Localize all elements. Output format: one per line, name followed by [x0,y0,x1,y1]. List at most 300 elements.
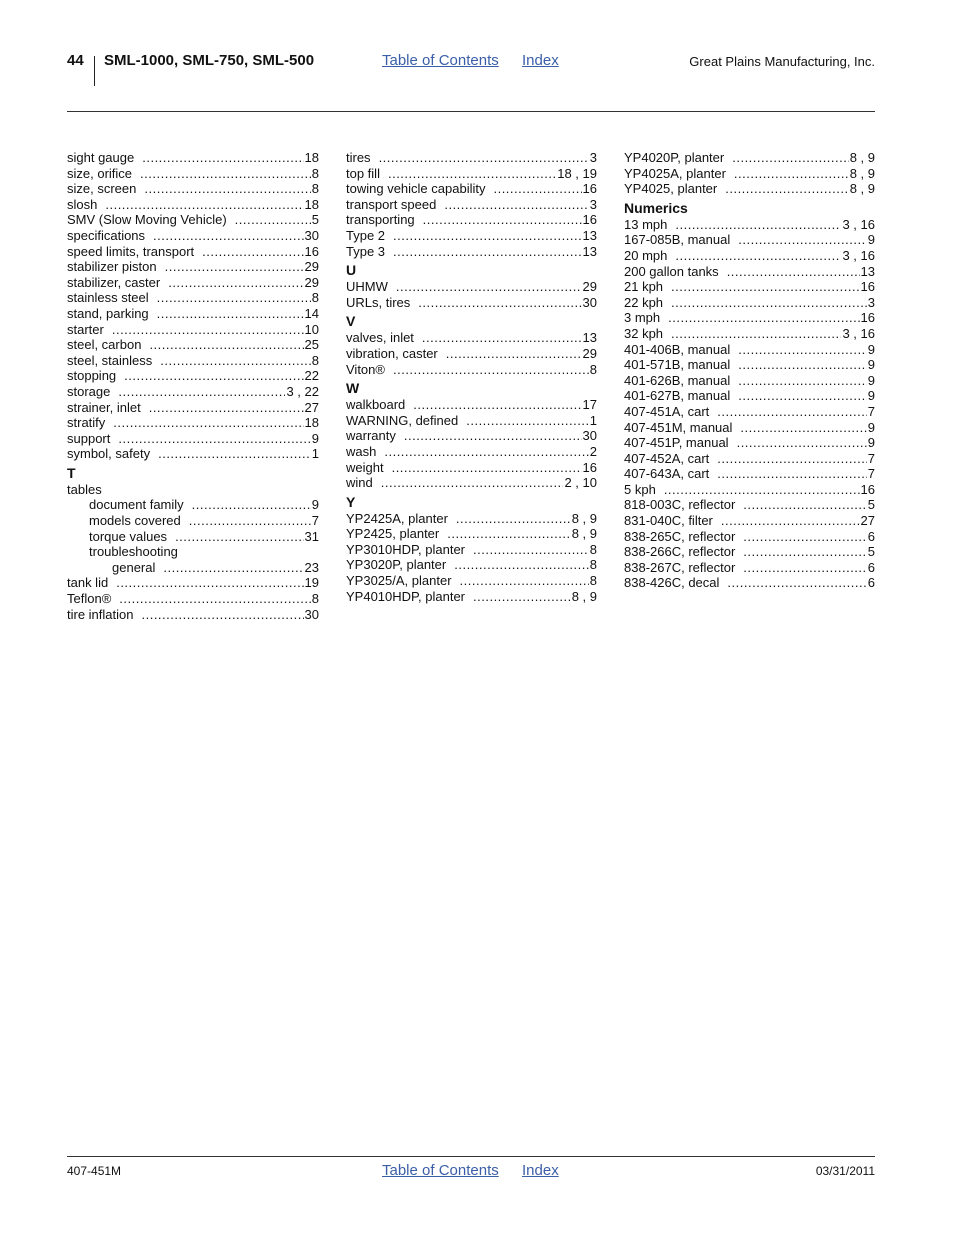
index-entry-page[interactable]: 9 [867,341,875,357]
index-section-heading: Numerics [624,199,688,216]
index-entry-page[interactable]: 18 [304,415,319,431]
index-entry-term: UHMW [346,279,388,295]
index-entry-term: size, orifice [67,165,133,181]
header-rule [67,111,875,112]
index-entry-term: 13 mph [624,216,668,232]
index-entry[interactable] [67,275,319,291]
header-divider [94,56,95,86]
dot-leader [738,357,867,373]
index-entry-page[interactable]: 3 [589,196,597,212]
footer-index-link[interactable]: Index [522,1162,559,1179]
index-entry-page[interactable]: 8 , 9 [571,510,597,526]
index-entry[interactable] [624,310,875,326]
index-entry-page[interactable]: 27 [860,513,875,529]
dot-leader [413,397,581,413]
index-entry-page[interactable]: 6 [867,575,875,591]
index-column-3 [624,150,875,591]
index-entry-term: 838-265C, reflector [624,528,736,544]
index-entry-term: tank lid [67,575,109,591]
index-entry-term: Type 3 [346,243,386,259]
dot-leader [158,446,311,462]
index-entry-page[interactable]: 7 [867,450,875,466]
index-entry-page[interactable]: 1 [589,412,597,428]
index-entry-term: specifications [67,227,146,243]
dot-leader [393,228,582,244]
index-group-label: troubleshooting [89,544,178,560]
dot-leader [393,244,582,260]
index-entry[interactable] [624,166,875,182]
index-entry-term: 401-626B, manual [624,372,731,388]
index-entry-term: valves, inlet [346,330,414,346]
index-entry[interactable] [67,306,319,322]
index-entry-term: 32 kph [624,325,664,341]
index-entry-page[interactable]: 30 [304,606,319,622]
index-entry-page[interactable]: 1 [311,446,319,462]
index-entry[interactable] [346,279,597,295]
index-entry-term: 3 mph [624,310,661,326]
index-entry-page[interactable]: 17 [582,397,597,413]
dot-leader [447,526,570,542]
dot-leader [112,322,304,338]
index-entry-page[interactable]: 29 [304,274,319,290]
dot-leader [124,368,303,384]
index-entry[interactable] [346,511,597,527]
index-entry-term: stabilizer piston [67,259,157,275]
dot-leader [738,342,867,358]
index-entry-term: 831-040C, filter [624,513,713,529]
page-number: 44 [67,52,84,69]
dot-leader [740,420,866,436]
index-entry-term: YP3020P, planter [346,557,447,573]
index-entry-page[interactable]: 5 [311,212,319,228]
index-entry-term: 818-003C, reflector [624,497,736,513]
index-entry-page[interactable]: 9 [867,232,875,248]
index-entry-page[interactable]: 9 [311,430,319,446]
dot-leader [732,150,848,166]
index-entry-term: 200 gallon tanks [624,263,719,279]
index-entry-term: Viton® [346,361,385,377]
index-entry-page[interactable]: 9 [867,372,875,388]
index-entry-page[interactable]: 9 [867,388,875,404]
dot-leader [396,279,582,295]
index-entry-page[interactable]: 16 [304,243,319,259]
index-group-label: tables [67,481,102,497]
dot-leader [668,310,859,326]
index-entry-page[interactable]: 3 [867,294,875,310]
index-entry[interactable] [346,557,597,573]
index-entry-page[interactable]: 2 , 10 [564,475,597,491]
dot-leader [717,466,866,482]
index-entry[interactable] [67,513,319,529]
dot-leader [119,591,310,607]
index-entry-page[interactable]: 8 [311,352,319,368]
index-entry-term: YP3010HDP, planter [346,541,466,557]
index-entry-page[interactable]: 25 [304,337,319,353]
index-entry[interactable] [67,353,319,369]
index-entry-term: 401-406B, manual [624,341,731,357]
index-entry[interactable] [67,400,319,416]
dot-leader [141,607,303,623]
index-entry-page[interactable]: 13 [582,227,597,243]
index-entry[interactable] [346,362,597,378]
index-entry-page[interactable]: 23 [304,559,319,575]
index-entry-page[interactable]: 8 [311,181,319,197]
index-entry[interactable] [67,560,319,576]
index-entry-page[interactable]: 3 , 16 [842,216,875,232]
index-entry-term: 838-426C, decal [624,575,720,591]
index-entry-page[interactable]: 13 [582,243,597,259]
index-entry-page[interactable]: 8 [311,290,319,306]
dot-leader [446,346,582,362]
index-section-heading: T [67,464,76,481]
dot-leader [388,166,556,182]
index-entry-page[interactable]: 22 [304,368,319,384]
index-entry-term: transport speed [346,196,437,212]
index-entry-term: YP4025, planter [624,181,718,197]
dot-leader [671,279,859,295]
index-entry-term: YP4020P, planter [624,150,725,165]
index-entry[interactable] [67,591,319,607]
index-entry-page[interactable]: 19 [304,575,319,591]
index-entry-page[interactable]: 16 [582,459,597,475]
dot-leader [113,415,303,431]
index-entry-term: Teflon® [67,591,112,607]
index-entry[interactable] [346,150,597,166]
index-entry-page[interactable]: 7 [867,403,875,419]
index-entry[interactable] [624,420,875,436]
index-entry[interactable] [624,279,875,295]
index-entry[interactable] [346,444,597,460]
index-entry[interactable] [67,529,319,545]
index-entry[interactable] [346,330,597,346]
dot-leader [743,529,866,545]
index-entry-page[interactable]: 5 [867,544,875,560]
index-entry-page[interactable]: 9 [867,435,875,451]
index-entry-page[interactable]: 7 [311,513,319,529]
index-entry-page[interactable]: 29 [304,259,319,275]
index-entry-page[interactable]: 3 , 16 [842,325,875,341]
footer-table-of-contents-link[interactable]: Table of Contents [382,1162,499,1179]
revision-date: 03/31/2011 [815,1164,875,1178]
index-entry-term: stand, parking [67,305,149,321]
index-entry[interactable] [67,607,319,623]
index-entry[interactable] [67,150,319,166]
dot-leader [444,197,588,213]
index-entry-page[interactable]: 8 [311,165,319,181]
index-entry-term: YP4010HDP, planter [346,588,466,604]
index-entry[interactable] [624,248,875,264]
index-entry-term: YP3025/A, planter [346,573,452,589]
index-entry-page[interactable]: 27 [304,399,319,415]
index-entry-page[interactable]: 16 [582,181,597,197]
dot-leader [418,295,581,311]
index-entry-term: stratify [67,415,106,431]
index-entry-page[interactable]: 16 [860,310,875,326]
index-entry-page[interactable]: 8 , 9 [849,165,875,181]
index-entry[interactable] [624,451,875,467]
index-entry[interactable] [624,373,875,389]
dot-leader [473,542,589,558]
index-entry[interactable] [624,217,875,233]
index-entry-term: 5 kph [624,481,656,497]
index-entry[interactable] [67,337,319,353]
index-entry-term: wash [346,443,377,459]
index-entry[interactable] [346,428,597,444]
index-entry[interactable] [67,368,319,384]
index-entry[interactable] [67,197,319,213]
dot-leader [743,560,866,576]
index-entry-page[interactable]: 14 [304,305,319,321]
index-entry-term: towing vehicle capability [346,181,486,197]
index-entry-page[interactable]: 6 [867,559,875,575]
index-entry-page[interactable]: 8 [589,541,597,557]
index-entry-page[interactable]: 6 [867,528,875,544]
index-entry[interactable] [624,529,875,545]
index-entry[interactable] [346,228,597,244]
index-entry-page[interactable]: 8 [311,591,319,607]
index-entry-term: 407-643A, cart [624,466,710,482]
dot-leader [149,400,304,416]
dot-leader [118,384,285,400]
index-entry[interactable] [346,346,597,362]
document-title: SML-1000, SML-750, SML-500 [104,52,315,69]
dot-leader [235,212,311,228]
index-section-heading: Y [346,493,356,510]
index-entry-page[interactable]: 29 [582,345,597,361]
index-entry-term: 407-451P, manual [624,435,729,451]
index-entry[interactable] [346,542,597,558]
index-entry[interactable] [624,544,875,560]
dot-leader [454,557,589,573]
index-entry-page[interactable]: 29 [582,279,597,295]
dot-leader [381,475,564,491]
index-entry-term: 838-267C, reflector [624,559,736,575]
header-table-of-contents-link[interactable]: Table of Contents [382,52,499,69]
dot-leader [142,150,303,166]
dot-leader [671,326,841,342]
index-entry[interactable] [346,244,597,260]
index-entry[interactable] [67,384,319,400]
index-entry-term: slosh [67,196,98,212]
index-entry-term: top fill [346,165,380,181]
dot-leader [157,306,304,322]
index-entry[interactable] [346,397,597,413]
dot-leader [140,166,311,182]
index-entry-page[interactable]: 16 [582,212,597,228]
index-section-heading: W [346,380,360,397]
index-entry-term: vibration, caster [346,345,438,361]
index-entry-page[interactable]: 5 [867,497,875,513]
dot-leader [163,560,303,576]
index-entry[interactable] [624,264,875,280]
index-entry-term: support [67,430,111,446]
dot-leader [456,511,571,527]
index-entry[interactable] [624,482,875,498]
index-entry[interactable] [346,573,597,589]
dot-leader [717,404,866,420]
dot-leader [493,181,581,197]
dot-leader [738,388,867,404]
dot-leader [422,330,582,346]
dot-leader [144,181,310,197]
index-entry[interactable] [346,475,597,491]
index-entry-page[interactable]: 3 , 22 [286,383,319,399]
index-entry-page[interactable]: 16 [860,279,875,295]
dot-leader [727,575,866,591]
index-entry[interactable] [624,513,875,529]
index-entry-term: stainless steel [67,290,149,306]
index-entry-page[interactable]: 8 , 9 [571,526,597,542]
dot-leader [675,217,841,233]
index-entry-page[interactable]: 9 [867,419,875,435]
index-entry[interactable] [624,232,875,248]
index-entry-page[interactable]: 8 , 9 [571,588,597,604]
index-entry[interactable] [346,295,597,311]
index-entry-term: YP2425A, planter [346,510,448,526]
index-section-heading: U [346,262,357,279]
index-entry-page[interactable]: 3 , 16 [842,247,875,263]
dot-leader [423,212,582,228]
index-entry[interactable] [346,212,597,228]
index-entry[interactable] [624,326,875,342]
index-entry-term: 401-571B, manual [624,357,731,373]
index-entry-page[interactable]: 18 , 19 [557,165,597,181]
index-entry[interactable] [346,413,597,429]
index-entry-term: strainer, inlet [67,399,141,415]
index-entry-page[interactable]: 8 , 9 [849,150,875,165]
index-entry[interactable] [67,244,319,260]
index-entry[interactable] [624,435,875,451]
dot-leader [149,337,303,353]
dot-leader [738,373,867,389]
index-entry[interactable] [624,342,875,358]
dot-leader [175,529,303,545]
dot-leader [118,431,310,447]
index-entry-page[interactable]: 8 [589,361,597,377]
index-entry[interactable] [624,150,875,166]
dot-leader [116,575,303,591]
index-entry-term: stabilizer, caster [67,274,161,290]
dot-leader [404,428,582,444]
index-entry[interactable] [624,466,875,482]
company-name: Great Plains Manufacturing, Inc. [689,54,875,69]
index-entry-page[interactable]: 8 [589,557,597,573]
index-entry[interactable] [67,228,319,244]
index-entry[interactable] [624,357,875,373]
dot-leader [717,451,866,467]
index-entry-page[interactable]: 8 [589,573,597,589]
index-entry[interactable] [346,166,597,182]
index-entry-page[interactable]: 2 [589,443,597,459]
dot-leader [671,295,867,311]
index-entry-page[interactable]: 18 [304,150,319,165]
index-entry-term: document family [89,497,184,513]
dot-leader [743,497,866,513]
index-entry[interactable] [624,497,875,513]
index-entry-page[interactable]: 9 [311,497,319,513]
index-entry[interactable] [346,460,597,476]
index-entry[interactable] [624,575,875,591]
index-entry-page[interactable]: 13 [860,263,875,279]
index-entry[interactable] [67,431,319,447]
index-entry-term: 407-451A, cart [624,403,710,419]
index-entry[interactable] [624,560,875,576]
index-entry-page[interactable]: 9 [867,357,875,373]
index-entry-term: 167-085B, manual [624,232,731,248]
dot-leader [675,248,841,264]
dot-leader [725,181,848,197]
index-entry-page[interactable]: 8 , 9 [849,181,875,197]
index-entry-term: 401-627B, manual [624,388,731,404]
index-entry[interactable] [67,446,319,462]
index-entry-page[interactable]: 16 [860,481,875,497]
index-entry-term: 407-451M, manual [624,419,733,435]
index-entry-page[interactable]: 30 [304,227,319,243]
dot-leader [734,166,849,182]
index-entry-term: warranty [346,428,396,444]
index-column-2 [346,150,597,604]
index-entry-page[interactable]: 3 [589,150,597,165]
index-entry[interactable] [346,197,597,213]
index-entry-page[interactable]: 7 [867,466,875,482]
index-entry[interactable] [624,295,875,311]
index-entry[interactable] [67,322,319,338]
index-entry-page[interactable]: 13 [582,330,597,346]
dot-leader [466,413,589,429]
index-entry-term: starter [67,321,104,337]
header-index-link[interactable]: Index [522,52,559,69]
index-entry-page[interactable]: 18 [304,196,319,212]
index-entry-term: 21 kph [624,279,664,295]
dot-leader [105,197,303,213]
index-entry-term: tires [346,150,371,165]
dot-leader [460,573,589,589]
document-number: 407-451M [67,1164,122,1178]
dot-leader [157,290,311,306]
index-entry[interactable] [67,497,319,513]
index-entry[interactable] [67,212,319,228]
index-entry-term: WARNING, defined [346,412,459,428]
index-entry-term: speed limits, transport [67,243,195,259]
index-entry-term: sight gauge [67,150,135,165]
index-entry-term: wind [346,475,373,491]
index-entry-page[interactable]: 30 [582,294,597,310]
index-entry[interactable] [67,259,319,275]
index-entry-term: 407-452A, cart [624,450,710,466]
index-entry[interactable] [624,388,875,404]
index-entry[interactable] [67,575,319,591]
index-entry-page[interactable]: 31 [304,528,319,544]
dot-leader [384,444,588,460]
index-entry[interactable] [346,181,597,197]
index-entry[interactable] [624,404,875,420]
index-entry[interactable] [67,166,319,182]
index-entry[interactable] [624,181,875,197]
index-entry-page[interactable]: 30 [582,428,597,444]
index-entry-page[interactable]: 10 [304,321,319,337]
index-entry[interactable] [67,290,319,306]
index-entry-term: 20 mph [624,247,668,263]
index-entry-term: storage [67,383,111,399]
dot-leader [721,513,860,529]
index-entry[interactable] [67,181,319,197]
dot-leader [743,544,866,560]
dot-leader [473,589,571,605]
index-entry[interactable] [346,526,597,542]
index-entry[interactable] [67,415,319,431]
index-entry-term: Type 2 [346,227,386,243]
index-entry[interactable] [346,589,597,605]
